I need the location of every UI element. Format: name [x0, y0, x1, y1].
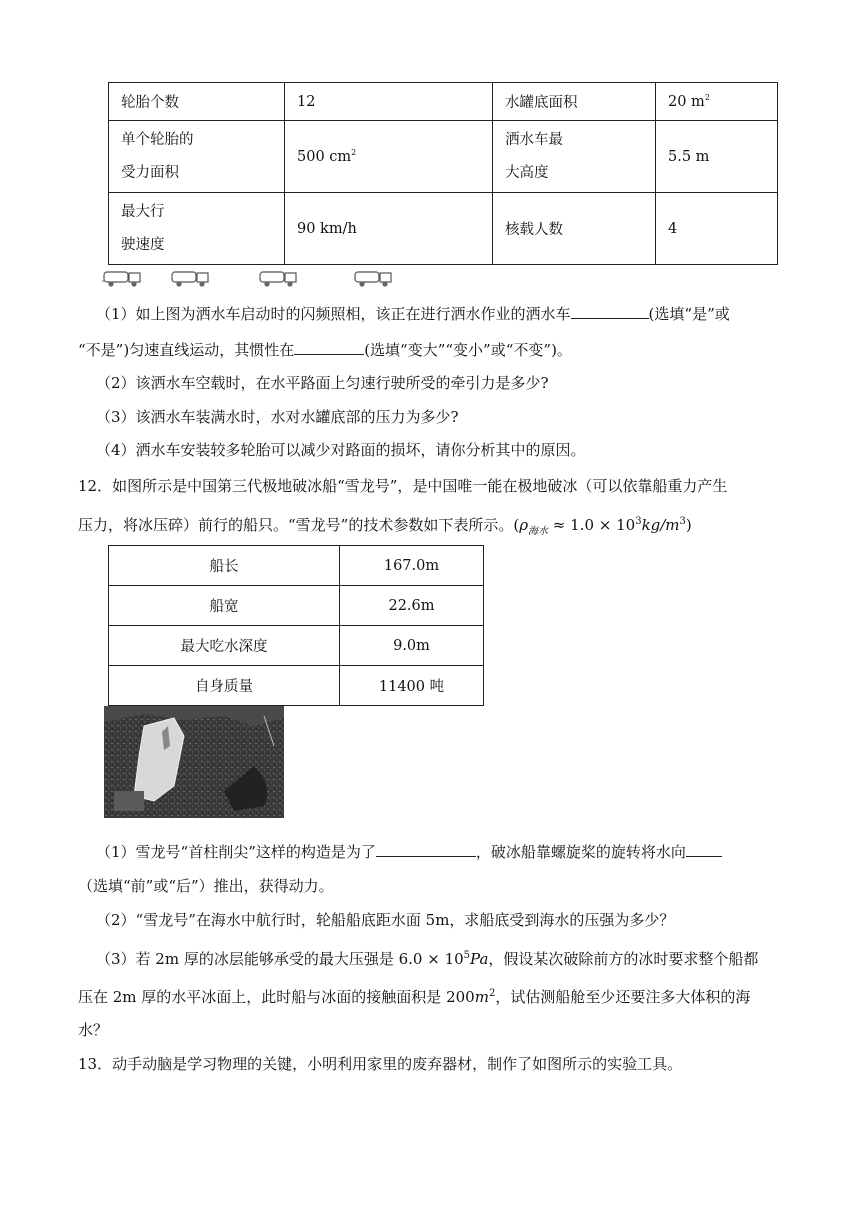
truck-spec-table: [108, 82, 778, 265]
cell-line: 洒水车最: [505, 131, 563, 148]
question-line: （选填“前”或“后”）推出，获得动力。: [78, 877, 334, 895]
table-row: [109, 666, 484, 706]
math-unit: Pa: [470, 950, 489, 968]
icebreaker-photo: [104, 706, 284, 818]
question-line: [96, 304, 801, 324]
table-row: [109, 546, 484, 586]
question-line: [96, 842, 801, 862]
table-row: [109, 83, 778, 121]
question-line: [78, 512, 783, 542]
table-cell: [285, 121, 493, 193]
answer-blank[interactable]: [376, 842, 476, 857]
question-line: 水？: [78, 1021, 109, 1039]
table-cell: 核载人数: [493, 193, 656, 265]
math-unit: m: [474, 988, 489, 1006]
text: （1）如上图为洒水车启动时的闪频照相，该正在进行洒水作业的洒水车: [96, 305, 571, 323]
table-cell: 5.5 m: [656, 121, 778, 193]
answer-blank[interactable]: [571, 304, 649, 319]
table-cell: 轮胎个数: [109, 83, 285, 121]
question-line: 13．动手动脑是学习物理的关键，小明利用家里的废弃器材，制作了如图所示的实验工具。: [78, 1055, 683, 1073]
math-unit: kg/m: [641, 516, 680, 534]
table-cell: 自身质量: [109, 666, 340, 706]
superscript: 2: [351, 148, 357, 158]
answer-blank[interactable]: [294, 340, 364, 355]
cell-line: 最大行: [121, 203, 165, 220]
superscript: 5: [463, 950, 471, 961]
text: ，试估测船舱至少还要注多大体积的海: [495, 988, 751, 1006]
math-text: 6.0 × 10: [398, 950, 464, 968]
table-cell: 船宽: [109, 586, 340, 626]
question-line: （2）该洒水车空载时，在水平路面上匀速行驶所受的牵引力是多少?: [96, 374, 549, 392]
icebreaker-spec-table: [108, 545, 484, 706]
table-row: [109, 121, 778, 193]
table-cell: 水罐底面积: [493, 83, 656, 121]
table-row: [109, 586, 484, 626]
text: ，破冰船靠螺旋桨的旋转将水向: [475, 843, 686, 861]
question-line: （3）该洒水车装满水时，水对水罐底部的压力为多少?: [96, 408, 459, 426]
sprinkler-truck-image: [258, 268, 300, 288]
table-cell: 船长: [109, 546, 340, 586]
cell-value: 20 m: [668, 93, 705, 110]
text: (选填“变大”“变小”或“不变”)。: [364, 341, 572, 359]
table-cell: 22.6m: [340, 586, 484, 626]
question-line: [78, 340, 783, 360]
text: （3）若 2m 厚的冰层能够承受的最大压强是: [96, 950, 399, 968]
text: (选填“是”或: [648, 305, 730, 323]
table-cell: 最大吃水深度: [109, 626, 340, 666]
cell-line: 受力面积: [121, 164, 179, 181]
question-line: 12．如图所示是中国第三代极地破冰船“雪龙号”，是中国唯一能在极地破冰（可以依靠船重力产生: [78, 477, 728, 495]
cell-line: 单个轮胎的: [121, 131, 194, 148]
table-row: [109, 193, 778, 265]
superscript: 3: [679, 516, 686, 527]
text: ，假设某次破除前方的冰时要求整个船都: [488, 950, 759, 968]
sprinkler-truck-image: [102, 268, 144, 288]
answer-blank[interactable]: [686, 842, 722, 857]
table-cell: 9.0m: [340, 626, 484, 666]
table-cell: [656, 83, 778, 121]
cell-line: 驶速度: [121, 236, 165, 253]
superscript: 2: [704, 93, 710, 103]
question-line: （2）“雪龙号”在海水中航行时，轮船船底距水面 5m，求船底受到海水的压强为多少？: [96, 911, 675, 929]
sprinkler-truck-image: [353, 268, 395, 288]
table-row: [109, 626, 484, 666]
superscript: 3: [635, 516, 642, 527]
cell-value: 500 cm: [297, 148, 352, 165]
question-line: [96, 946, 801, 969]
question-line: [78, 984, 783, 1007]
text: （1）雪龙号“首柱削尖”这样的构造是为了: [96, 843, 376, 861]
math-text: 200: [446, 988, 475, 1006]
cell-line: 大高度: [505, 164, 549, 181]
text: 压在 2m 厚的水平冰面上，此时船与冰面的接触面积是: [78, 988, 447, 1006]
text: ): [685, 516, 692, 534]
table-cell: [109, 121, 285, 193]
text: “不是”)匀速直线运动，其惯性在: [78, 341, 295, 359]
table-cell: 12: [285, 83, 493, 121]
question-line: （4）洒水车安装较多轮胎可以减少对路面的损坏，请你分析其中的原因。: [96, 441, 586, 459]
table-cell: 4: [656, 193, 778, 265]
superscript: 2: [488, 988, 496, 999]
table-cell: 167.0m: [340, 546, 484, 586]
text: 压力，将冰压碎）前行的船只。“雪龙号”的技术参数如下表所示。(: [78, 516, 520, 534]
subscript: 海水: [528, 526, 549, 537]
sprinkler-truck-image: [170, 268, 212, 288]
table-cell: 90 km/h: [285, 193, 493, 265]
math-text: ≈ 1.0 × 10: [548, 516, 636, 534]
math-symbol: ρ: [519, 516, 529, 534]
table-cell: [109, 193, 285, 265]
table-cell: 11400 吨: [340, 666, 484, 706]
table-cell: [493, 121, 656, 193]
